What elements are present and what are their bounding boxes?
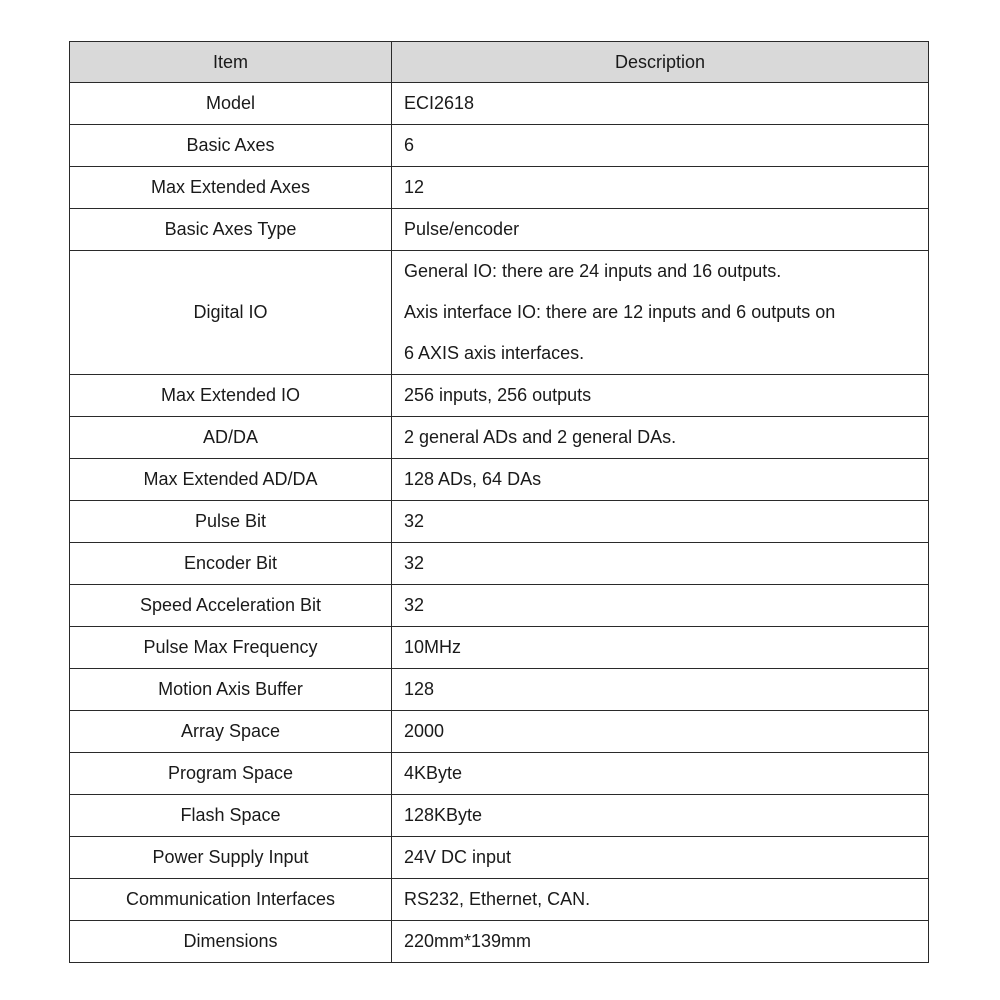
table-row: [70, 879, 929, 921]
table-row: [70, 501, 929, 543]
table-row: [70, 627, 929, 669]
table-row: [70, 711, 929, 753]
table-row: [70, 83, 929, 125]
table-row: [70, 251, 929, 375]
spec-table-body: [70, 83, 929, 963]
header-description: Description: [392, 42, 929, 83]
item-cell: Communication Interfaces: [70, 879, 392, 921]
description-cell: [392, 627, 929, 669]
description-line: ECI2618: [404, 93, 475, 113]
description-line: 24V DC input: [404, 847, 512, 867]
description-cell: [392, 375, 929, 417]
item-cell: Array Space: [70, 711, 392, 753]
item-cell: Encoder Bit: [70, 543, 392, 585]
header-item: Item: [70, 42, 392, 83]
description-line: 256 inputs, 256 outputs: [404, 385, 592, 405]
description-line: 6: [404, 135, 415, 155]
description-line: General IO: there are 24 inputs and 16 outputs.: [404, 261, 782, 281]
table-row: [70, 459, 929, 501]
spec-table: [69, 41, 929, 963]
table-row: [70, 125, 929, 167]
item-cell: Basic Axes: [70, 125, 392, 167]
table-row: [70, 375, 929, 417]
description-line: Pulse/encoder: [404, 219, 520, 239]
description-line: 6 AXIS axis interfaces.: [404, 343, 585, 363]
description-line: 2000: [404, 721, 445, 741]
description-cell: [392, 585, 929, 627]
item-cell: Model: [70, 83, 392, 125]
description-cell: [392, 921, 929, 963]
description-cell: [392, 167, 929, 209]
description-line: Axis interface IO: there are 12 inputs and 6 outputs on: [404, 302, 836, 322]
item-cell: Pulse Bit: [70, 501, 392, 543]
item-cell: Pulse Max Frequency: [70, 627, 392, 669]
description-cell: [392, 837, 929, 879]
item-cell: Speed Acceleration Bit: [70, 585, 392, 627]
description-cell: [392, 711, 929, 753]
table-row: [70, 753, 929, 795]
description-cell: [392, 209, 929, 251]
item-cell: Digital IO: [70, 251, 392, 375]
item-cell: Motion Axis Buffer: [70, 669, 392, 711]
table-row: [70, 921, 929, 963]
description-line: 2 general ADs and 2 general DAs.: [404, 427, 677, 447]
description-line: 10MHz: [404, 637, 462, 657]
description-cell: [392, 543, 929, 585]
description-line: 128: [404, 679, 435, 699]
item-cell: Max Extended IO: [70, 375, 392, 417]
description-line: 32: [404, 553, 425, 573]
description-line: 32: [404, 511, 425, 531]
item-cell: Flash Space: [70, 795, 392, 837]
description-line: 128KByte: [404, 805, 483, 825]
table-row: [70, 167, 929, 209]
description-cell: [392, 879, 929, 921]
description-line: 4KByte: [404, 763, 463, 783]
table-row: [70, 209, 929, 251]
description-cell: [392, 417, 929, 459]
table-row: [70, 837, 929, 879]
item-cell: Basic Axes Type: [70, 209, 392, 251]
item-cell: Power Supply Input: [70, 837, 392, 879]
item-cell: Dimensions: [70, 921, 392, 963]
item-cell: Program Space: [70, 753, 392, 795]
description-cell: [392, 125, 929, 167]
item-cell: AD/DA: [70, 417, 392, 459]
description-cell: [392, 459, 929, 501]
description-line: 12: [404, 177, 425, 197]
header-row: [70, 42, 929, 83]
description-cell: [392, 795, 929, 837]
description-line: 220mm*139mm: [404, 931, 532, 951]
description-cell: [392, 501, 929, 543]
description-cell: [392, 83, 929, 125]
table-row: [70, 417, 929, 459]
item-cell: Max Extended Axes: [70, 167, 392, 209]
table-row: [70, 543, 929, 585]
description-cell: [392, 251, 929, 375]
description-cell: [392, 669, 929, 711]
table-row: [70, 795, 929, 837]
description-line: 32: [404, 595, 425, 615]
item-cell: Max Extended AD/DA: [70, 459, 392, 501]
table-row: [70, 669, 929, 711]
description-line: RS232, Ethernet, CAN.: [404, 889, 591, 909]
table-row: [70, 585, 929, 627]
description-line: 128 ADs, 64 DAs: [404, 469, 542, 489]
description-cell: [392, 753, 929, 795]
